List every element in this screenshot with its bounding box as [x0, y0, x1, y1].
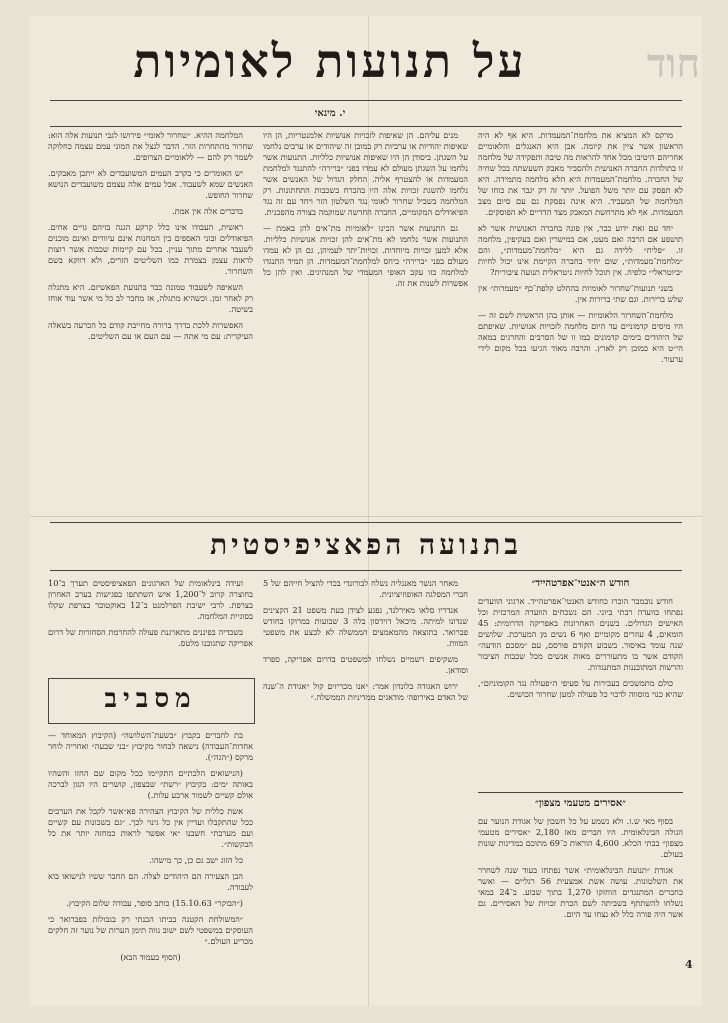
article-paragraph: חודש נובמבר הוכרז כחודש האנטי־אפרטהייד. ארגוני הוועדים נפתחו בוועדה רבתי ביוני. הם נשכחים הוועדה המרכזית וכל האישים הגדולים. בשנים האחרונות באפריקה הדרומית: 45 הומאים, 4 עוזרים מקומיים ואף 6 נשים מן המערכת. שלושים שנה עומד באיסור. בשבוע הקודם פורסם, עם ״מסכם הודעה״ הקודם אשר בו מתעוררים מאות אנשים מכל שכבות הציבור והרשות המתוכננות המתנגדות. — [478, 596, 683, 672]
continued-note: (הסוף בעמוד הבא) — [120, 952, 181, 962]
article-paragraph: גם התנועות אשר הכינו ״לאומיות מת־אים להן באמת — התנועות אשר נלחמו לא מת־אים להן זכויות אנושיות כלליות. אלא למען זכויות מיוחדות. זכויות־יתר לעמיהן, גם הן לא עמדו מעולם בפני ״ברירה״ ביחס למלחמת־המעמדות. הן תמיד התנגדו למלחמה כזו עקב האופי המעמדי של המנהיגים. ואין להן כל אפשרות לשנות את זה. — [263, 223, 468, 288]
around-column — [48, 730, 253, 968]
pacifist-column-middle — [263, 578, 468, 958]
around-paragraph: (הנישואים הלכתיים התקיימו ככל מקום שם החזו והשהיו באותה ימים: בקיבוץ ״רשת״ שבצפון, קושרים היו הגון לברכה אולם קשיים לשמור ארבע עלות.) — [48, 768, 253, 800]
pacifist-column-left — [48, 578, 253, 673]
article-paragraph: יחד עם זאת ידוע כבר, אין פונה בחברה האנושית אשר לא תושפע אם הרבה ואם מעט, אם במישרין ואם בעקיפין, מלחמה זו. ״פליח״ ללידה גם היא ״מלחמת־מעמדות״, והם ״מלחמת־מעמדות״, שום יחיד בחברה הקיימת אינו יכול לחיות ״ביוטראלי״ כלפיה. אין תוכל לחיות ניטראלית תנועה ציבורית? — [478, 223, 683, 277]
article-paragraph: יש האומרים כי בקרב העמים המשועבדים לא ייתכן מאבקים. האנשים שמא לשעבוד. אבל עמים אלה עצמם משועבדים הנושא שחרור החופש. — [48, 168, 253, 200]
around-paragraph: אשת כללית של הקיבוץ הצהירה פא״אשר לקבל את הערבים ככל שהתקבלו ועדיין אין כל גינוי לכך. ״גם בשכונות עם קשיים ועם מערבת״ חשבנו ״אי אפשר לראות כמחזה יותר את כל הבקשות״. — [48, 806, 253, 849]
article-column-right — [478, 130, 683, 520]
around-paragraph: בת לחברים בקבוץ ״בשעת־השלושה״ (הקיבוץ המאוחד — אחדות־העבודה) נישאה לבחור מקיבוץ ״בני שבעה״ ואחריה לוחר מרקס (״הגה״). — [48, 730, 253, 762]
pacifist-column-right — [478, 596, 683, 786]
article-author: י. מינאי — [314, 108, 346, 119]
article-paragraph: המלחמה ההיא. ״שחרור לאומי״ פירושו לגבי תנועות אלה הוא: שחרור מהתחרות הזר. הדבר לנצל את המוני עמם עצמה כחלוקה לשמר רק להם — ללאומיים הצרופים. — [48, 130, 253, 162]
around-section-title: מסביב — [104, 684, 197, 714]
page-number: 4 — [685, 958, 693, 971]
article-paragraph: בשבדיה בפיננים מתארגנת פעולה להחרמת הסחורות של דרום אפריקה שתגובנו מלטס. — [48, 627, 253, 648]
article-paragraph: האפשרות ללכת בדרך ברורה מחייבת קודם כל הכרעה בשאלה העיקרית: עם מי אתה — עם העם או עם השליטים. — [48, 320, 253, 341]
article-paragraph: בשני תנועות־שחרור לאומיות בהחלט קלפת־כף ״מעמדות״ אין שלש ברירות. וגם שתי ברירות אין. — [478, 283, 683, 304]
prisoners-column — [478, 816, 683, 956]
around-paragraph: ״המשולחת הקטנה בביתו הבנתי רק בגבולות בפברואר כי העוסקים במשפטי לשם ישוב נווה תימן הערות של נוער זה חלקים מכריע העולם.״ — [48, 914, 253, 946]
article-column-middle — [263, 130, 468, 520]
article-paragraph: אגודת ״תנועת הבינלאומית״ אשר נפתחו בעוד שנה לשחרר את השלטונות. עושה אשת אמצעית 56 רגליים — ואשר כחברים המתנגדים הוחזקו 1,270 בתוך שבוע. ב־24 במאי נשלחו להשתתף בשביתה לשם הכרת זכויות של האסירים. גם אשר היה פורה כלל לא נצחו עד היום. — [478, 865, 683, 919]
section-title-rule — [50, 570, 682, 571]
article-paragraph: בסוף מאי ש.ז. ולא נשמע על כל חשבון של אגודת הנוער עם הגולה הבינלאומית. היו חברים מאז 2,180 ״אסירים מטעמי מצפון״ בבתי הכלא. 4,600 הוראות כ־69 מתוכם במדינות שונות בעולם. — [478, 816, 683, 859]
article-paragraph: משקיפים רשמיים נשלחו למשפטים בדרום אפריקה, ספרד וסודאן. — [263, 654, 468, 675]
around-paragraph: הבן הצעירה הם היהודים לצלה. הם החבר ששיו לנישואו בוא לעבודה. — [48, 871, 253, 892]
article-paragraph: כולם מתמשכים בעבירות על סעיפי ה״פעולה נגד הקומוניזם״, שהיא כנוי מוסווה לדכוי כל פעולה למען שחרור הכושים. — [478, 678, 683, 699]
section-rule — [50, 522, 682, 523]
article-headline: על תנועות לאומיות — [133, 34, 527, 88]
article-paragraph: ראשית, העבודו אינו כלל קרקע הגנה בזיהם גויים אחים. הפיאודלים ובוני האספים בין המחנות אינם עיוורים ואינם מוכנים לשעבד אחרים מתוך עניין. בכל עם קיימות שכבות אשר רוצות לראות עצמן בצמרת כמו השליטים הזרים, ולא דווקא בשם השחרור. — [48, 222, 253, 276]
article-paragraph: מרקס לא המציא את מלחמת־המעמדות. היא אף לא היה הראשון אשר ציין את קיומה. אבן היא האנגלים והלאומיים אחריהם היטיבו מכל אחד להראות מה טיבה ותפקידה של מלחמה זו בתולדות החברה האנושית ולהסביר מאבק השעשתה בכל שחיה של החברה. מלחמת־המעמדות היא הלא מלחמה מתמידה. היא לא תפסק עם יותר משל הפועל. יותר זה רק יגבר את כוחו של המלחמה של המעביד. היא אינה נפסקת גם עם סיום מצב המעמדות. אף לא מתרחשת המאבק מצד הדדיים לא הפוסקים. — [478, 130, 683, 217]
article-column-left — [48, 130, 253, 520]
author-rule — [50, 126, 682, 127]
article-paragraph: מאחר הנשר מאנגליה נשלח לבורונדי בכדי להציל חייהם של 5 חברי המפלגה האופוזיציונית. — [263, 578, 468, 599]
article-paragraph: ועידה בינלאומית של הארגונים הפאציפיסטים תערך ב־10 בחוצרה קרוב ל־1,200 איש השתתפו בפגישות בערב האחרון בצרפת. לרבי ישיבת הפרלמנט ב־12 באוקטובר בצרפת שקלו בסוגיית המלחמה. — [48, 578, 253, 621]
article-paragraph: מלחמת־השחרור הלאומיות — אותן בהן הראשית לשם זה — היו מיסים קדמוניים עד היום מלחמה לזכויות אנושיות. שאיפתם של היהודים בימים קדמונים כמו זו של הסרבים והחרגים במאה הי״ט היא כמובן רק לארץ. והרבה מאוד הגיעו בכל מקום לידי ערעור. — [478, 310, 683, 364]
article-paragraph: השאיפה לשעבוד טמונה כבר בתנועת הפאשיזם. היא מתגלה רק לאחר זמן. וכשהיא מתגלה, אז מחבר לב כל מי אשר עוד אוחז בשיטה. — [48, 282, 253, 314]
bleed-through-text: חוד — [646, 40, 700, 87]
newspaper-page — [30, 16, 702, 1006]
pacifist-subtitle: חודש ה״אנטי־אפרטהייד״ — [531, 578, 630, 589]
article-paragraph: בדברים אלה אין אמת. — [172, 206, 243, 216]
article-paragraph: אנדריו סלאו מאירלנד, נפגע לצידן בעת משפט 21 הקצינים שנדונו למיתה. מיכאל דוידסון בלה 3 שבועות במרוקו בחודש פברואר. בתוצאה מהמאמצים הממשלה לא לבצע את משפטי המוות. — [263, 605, 468, 648]
headline-rule — [50, 100, 682, 101]
sources-rule — [478, 792, 683, 793]
prisoners-section-title: ״אסירים מטעמי מצפון״ — [535, 798, 626, 809]
pacifist-section-title: בתנועה הפאציפיסטית — [210, 528, 522, 561]
article-paragraph: מנים עליהם. הן שאיפות לזכויות אנושיות אלמנטריות, הן היו שאיפות יהודיות או ערביות רק במובן זה שיהודים או ערבים נלחמו על השגתן. ביסודן הן היו שאיפות אנושיות כלליות. התנועות אשר נלחמו על השגתן מעולם לא עמדו בפני ״ברירה״ להתנגד למלחמת המעמדות או להצטרף אליה. החלק הגדול של האנשים אשר נלחמו להשגת זכויות אלה היו בהכרח בשכבות התחתונות. רק המלחמה בשביל שחרור לאומי נגד השלטון הזר ויחד עם זה נגד הפיאודלים המקומיים, החברה החדשה שמוקמה בצורה מהפכנית. — [263, 130, 468, 217]
around-citation: (״הבוקר״ 15.10.63) כותב סופר, עבודה שלום הקיבוץ. — [66, 898, 243, 908]
around-paragraph: כל הזוג ישב גם כן, כך מישהו. — [149, 855, 243, 865]
article-paragraph: ירוש האגודה בלונדון אמר: ״אנו מכריזים קול ״אגודת ה־שנה של האדם באירופה׳ מודאגים ממדיניות הממשלה.״ — [263, 681, 468, 702]
